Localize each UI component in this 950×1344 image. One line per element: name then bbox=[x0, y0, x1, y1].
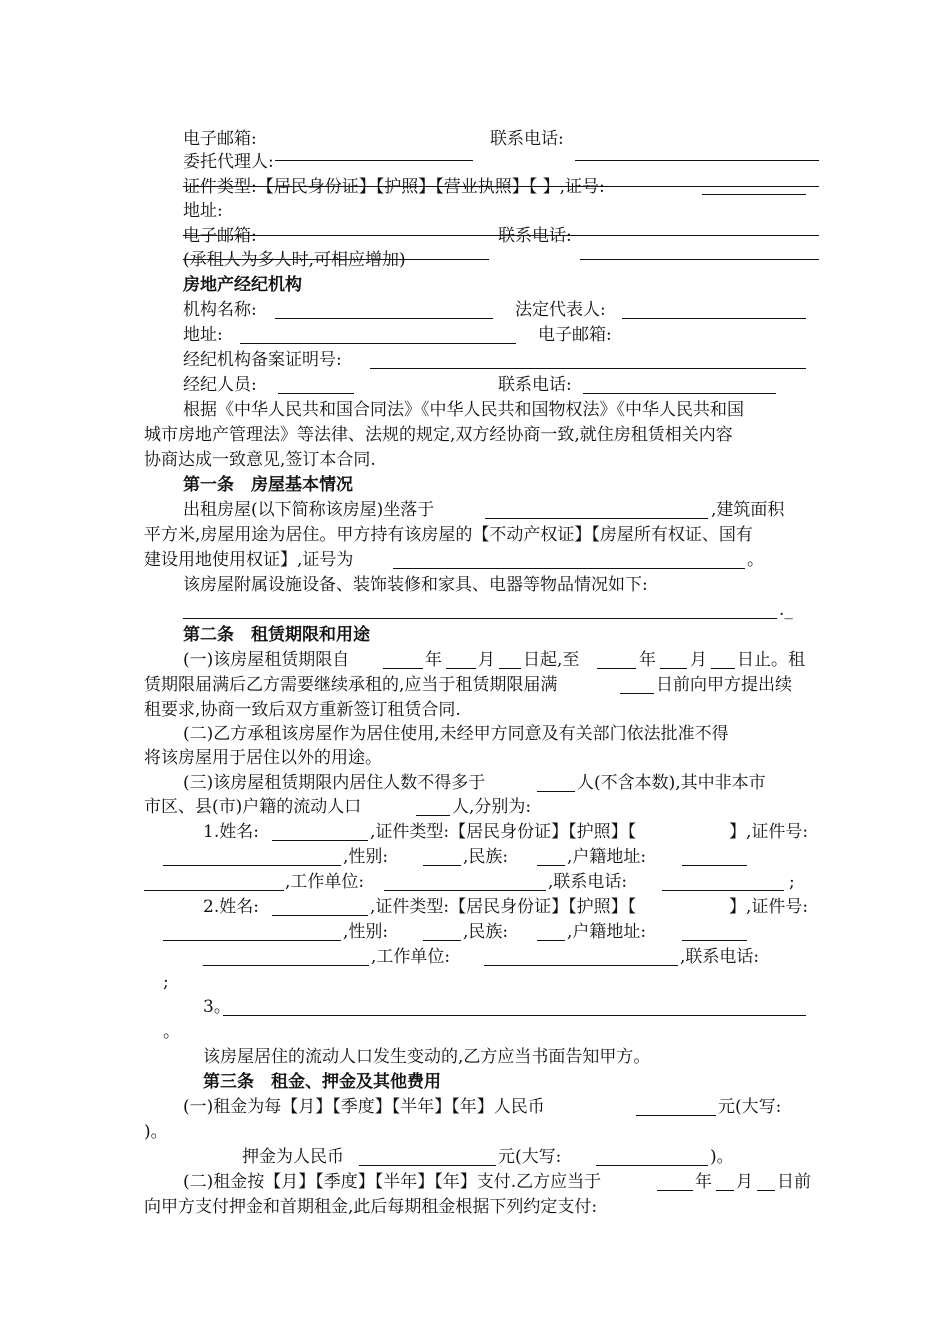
person-1-end: ; bbox=[789, 872, 795, 892]
renewal-text-b: 日前向甲方提出续 bbox=[656, 675, 792, 695]
term-text-4: 日起,至 bbox=[523, 650, 580, 670]
id-number-blank bbox=[702, 194, 806, 195]
term-text-5: 年 bbox=[639, 650, 656, 670]
person-1-ethnic-blank bbox=[537, 865, 565, 866]
multi-lessee-note: (承租人为多人时,可相应增加) bbox=[183, 250, 406, 270]
article-1-line-3b: 。 bbox=[747, 550, 764, 570]
article-3-heading: 第三条 租金、押金及其他费用 bbox=[203, 1072, 441, 1092]
rent-amount-blank bbox=[636, 1115, 716, 1116]
person-2-id-type: ,证件类型:【居民身份证】【护照】【 bbox=[370, 897, 637, 917]
person-2-hukou-label: ,户籍地址: bbox=[567, 922, 647, 942]
payment-day-blank bbox=[757, 1190, 775, 1191]
facilities-blank bbox=[183, 618, 777, 619]
migrants-text-a: 市区、县(市)户籍的流动人口 bbox=[144, 797, 362, 817]
article-1-line-1b: ,建筑面积 bbox=[711, 500, 785, 520]
payment-day-label: 日前 bbox=[777, 1172, 811, 1192]
preamble-line-1: 根据《中华人民共和国合同法》《中华人民共和国物权法》《中华人民共和国 bbox=[183, 400, 744, 420]
agency-phone-blank bbox=[583, 393, 776, 394]
broker-blank bbox=[278, 393, 354, 394]
term-text-6: 月 bbox=[690, 650, 707, 670]
renewal-text-c: 租要求,协商一致后双方重新签订租赁合同. bbox=[144, 700, 461, 720]
deposit-text-a: 押金为人民币 bbox=[242, 1147, 344, 1167]
start-day-blank bbox=[499, 668, 521, 669]
strike-line bbox=[183, 186, 819, 187]
person-2-gender-blank bbox=[423, 940, 461, 941]
preamble-line-3: 协商达成一致意见,签订本合同. bbox=[144, 450, 376, 470]
article-2-heading: 第二条 租赁期限和用途 bbox=[183, 625, 370, 645]
person-1-ethnic-label: ,民族: bbox=[463, 847, 509, 867]
term-text-1: (一)该房屋租赁期限自 bbox=[183, 650, 350, 670]
person-1-phone-blank bbox=[662, 890, 784, 891]
agency-heading: 房地产经纪机构 bbox=[183, 275, 302, 295]
person-1-work-label: ,工作单位: bbox=[285, 872, 365, 892]
occupants-count-blank bbox=[537, 791, 575, 792]
deposit-amount-blank bbox=[359, 1165, 496, 1166]
person-2-ethnic-label: ,民族: bbox=[463, 922, 509, 942]
person-2-work-blank bbox=[484, 965, 678, 966]
payment-text-a: (二)租金按【月】【季度】【半年】【年】支付.乙方应当于 bbox=[183, 1172, 602, 1192]
phone-label-2: 联系电话: bbox=[498, 226, 572, 246]
agent-blank bbox=[275, 160, 473, 161]
agency-address-blank bbox=[240, 343, 516, 344]
legal-rep-blank bbox=[622, 318, 806, 319]
use-text-1: (二)乙方承租该房屋作为居住使用,未经甲方同意及有关部门依法批准不得 bbox=[183, 724, 729, 744]
agency-name-blank bbox=[275, 318, 493, 319]
id-type-line: 证件类型:【居民身份证】【护照】【营业执照】【 】,证号: bbox=[183, 177, 605, 197]
article-1-heading: 第一条 房屋基本情况 bbox=[183, 475, 353, 495]
change-notice: 该房屋居住的流动人口发生变动的,乙方应当书面告知甲方。 bbox=[203, 1047, 651, 1067]
legal-rep-label: 法定代表人: bbox=[515, 300, 606, 320]
agency-name-label: 机构名称: bbox=[183, 300, 257, 320]
person-2-id-no-label: 】,证件号: bbox=[729, 897, 809, 917]
deposit-text-c: )。 bbox=[710, 1147, 734, 1167]
person-2-phone-label: ,联系电话: bbox=[680, 947, 760, 967]
renewal-days-blank bbox=[620, 693, 654, 694]
deposit-text-b: 元(大写: bbox=[498, 1147, 562, 1167]
term-text-7: 日止。租 bbox=[737, 650, 805, 670]
email-label: 电子邮箱: bbox=[183, 129, 257, 149]
occupants-text-a: (三)该房屋租赁期限内居住人数不得多于 bbox=[183, 773, 486, 793]
person-1-phone-label: ,联系电话: bbox=[548, 872, 628, 892]
agency-email-label: 电子邮箱: bbox=[538, 325, 612, 345]
person-1-name-label: 1.姓名: bbox=[203, 822, 259, 842]
person-2-hukou-blank-2 bbox=[203, 965, 369, 966]
agent-blank-2 bbox=[575, 160, 819, 161]
item-3-label: 3。 bbox=[203, 997, 231, 1017]
person-2-gender-label: ,性别: bbox=[343, 922, 389, 942]
agency-phone-label: 联系电话: bbox=[498, 375, 572, 395]
article-1-line-5: ._ bbox=[779, 600, 793, 620]
person-1-id-no-label: 】,证件号: bbox=[729, 822, 809, 842]
start-month-blank bbox=[446, 668, 476, 669]
item-3-blank bbox=[223, 1015, 806, 1016]
renewal-text-a: 赁期限届满后乙方需要继续承租的,应当于租赁期限届满 bbox=[144, 675, 558, 695]
person-2-name-label: 2.姓名: bbox=[203, 897, 259, 917]
person-2-end: ; bbox=[163, 972, 169, 992]
note-blank bbox=[580, 259, 819, 260]
broker-label: 经纪人员: bbox=[183, 375, 257, 395]
migrants-text-b: 人,分别为: bbox=[452, 797, 532, 817]
person-1-hukou-label: ,户籍地址: bbox=[567, 847, 647, 867]
person-1-gender-blank bbox=[423, 865, 461, 866]
agency-address-label: 地址: bbox=[183, 325, 223, 345]
person-1-work-blank bbox=[384, 890, 546, 891]
person-1-hukou-blank-2 bbox=[144, 890, 284, 891]
person-2-name-blank bbox=[272, 915, 368, 916]
article-1-line-2: 平方米,房屋用途为居住。甲方持有该房屋的【不动产权证】【房屋所有权证、国有 bbox=[144, 525, 753, 545]
agent-label: 委托代理人: bbox=[183, 152, 274, 172]
strike-line-3 bbox=[183, 259, 489, 260]
use-text-2: 将该房屋用于居住以外的用途。 bbox=[144, 748, 382, 768]
location-blank bbox=[485, 518, 708, 519]
payment-year-label: 年 bbox=[695, 1172, 712, 1192]
person-1-gender-label: ,性别: bbox=[343, 847, 389, 867]
article-1-line-1a: 出租房屋(以下简称该房屋)坐落于 bbox=[183, 500, 435, 520]
person-2-id-no-blank bbox=[163, 940, 341, 941]
rent-text-c: )。 bbox=[144, 1122, 168, 1142]
person-1-id-type: ,证件类型:【居民身份证】【护照】【 bbox=[370, 822, 637, 842]
person-1-hukou-blank bbox=[682, 865, 747, 866]
preamble-line-2: 城市房地产管理法》等法律、法规的规定,双方经协商一致,就住房租赁相关内容 bbox=[144, 425, 733, 445]
payment-month-blank bbox=[716, 1190, 734, 1191]
person-2-work-label: ,工作单位: bbox=[371, 947, 451, 967]
rent-text-a: (一)租金为每【月】【季度】【半年】【年】人民币 bbox=[183, 1097, 545, 1117]
article-1-line-3a: 建设用地使用权证】,证号为 bbox=[144, 550, 354, 570]
person-1-name-blank bbox=[272, 840, 368, 841]
cert-number-blank bbox=[393, 568, 745, 569]
person-2-ethnic-blank bbox=[537, 940, 565, 941]
migrants-count-blank bbox=[416, 815, 450, 816]
address-label: 地址: bbox=[183, 201, 223, 221]
phone-label: 联系电话: bbox=[490, 129, 564, 149]
record-label: 经纪机构备案证明号: bbox=[183, 350, 342, 370]
term-text-3: 月 bbox=[478, 650, 495, 670]
record-blank bbox=[370, 368, 806, 369]
payment-text-b: 向甲方支付押金和首期租金,此后每期租金根据下列约定支付: bbox=[144, 1197, 598, 1217]
email-label-2: 电子邮箱: bbox=[183, 226, 257, 246]
payment-month-label: 月 bbox=[736, 1172, 753, 1192]
person-2-hukou-blank bbox=[682, 940, 747, 941]
start-year-blank bbox=[383, 668, 423, 669]
payment-year-blank bbox=[657, 1190, 693, 1191]
person-1-id-no-blank bbox=[163, 865, 341, 866]
strike-line-2 bbox=[183, 235, 819, 236]
end-month-blank bbox=[660, 668, 687, 669]
deposit-capital-blank bbox=[596, 1165, 708, 1166]
term-text-2: 年 bbox=[425, 650, 442, 670]
rent-text-b: 元(大写: bbox=[718, 1097, 782, 1117]
occupants-text-b: 人(不含本数),其中非本市 bbox=[577, 773, 766, 793]
item-3-end: 。 bbox=[163, 1022, 180, 1042]
end-day-blank bbox=[711, 668, 735, 669]
end-year-blank bbox=[597, 668, 636, 669]
article-1-line-4: 该房屋附属设施设备、装饰装修和家具、电器等物品情况如下: bbox=[183, 575, 648, 595]
